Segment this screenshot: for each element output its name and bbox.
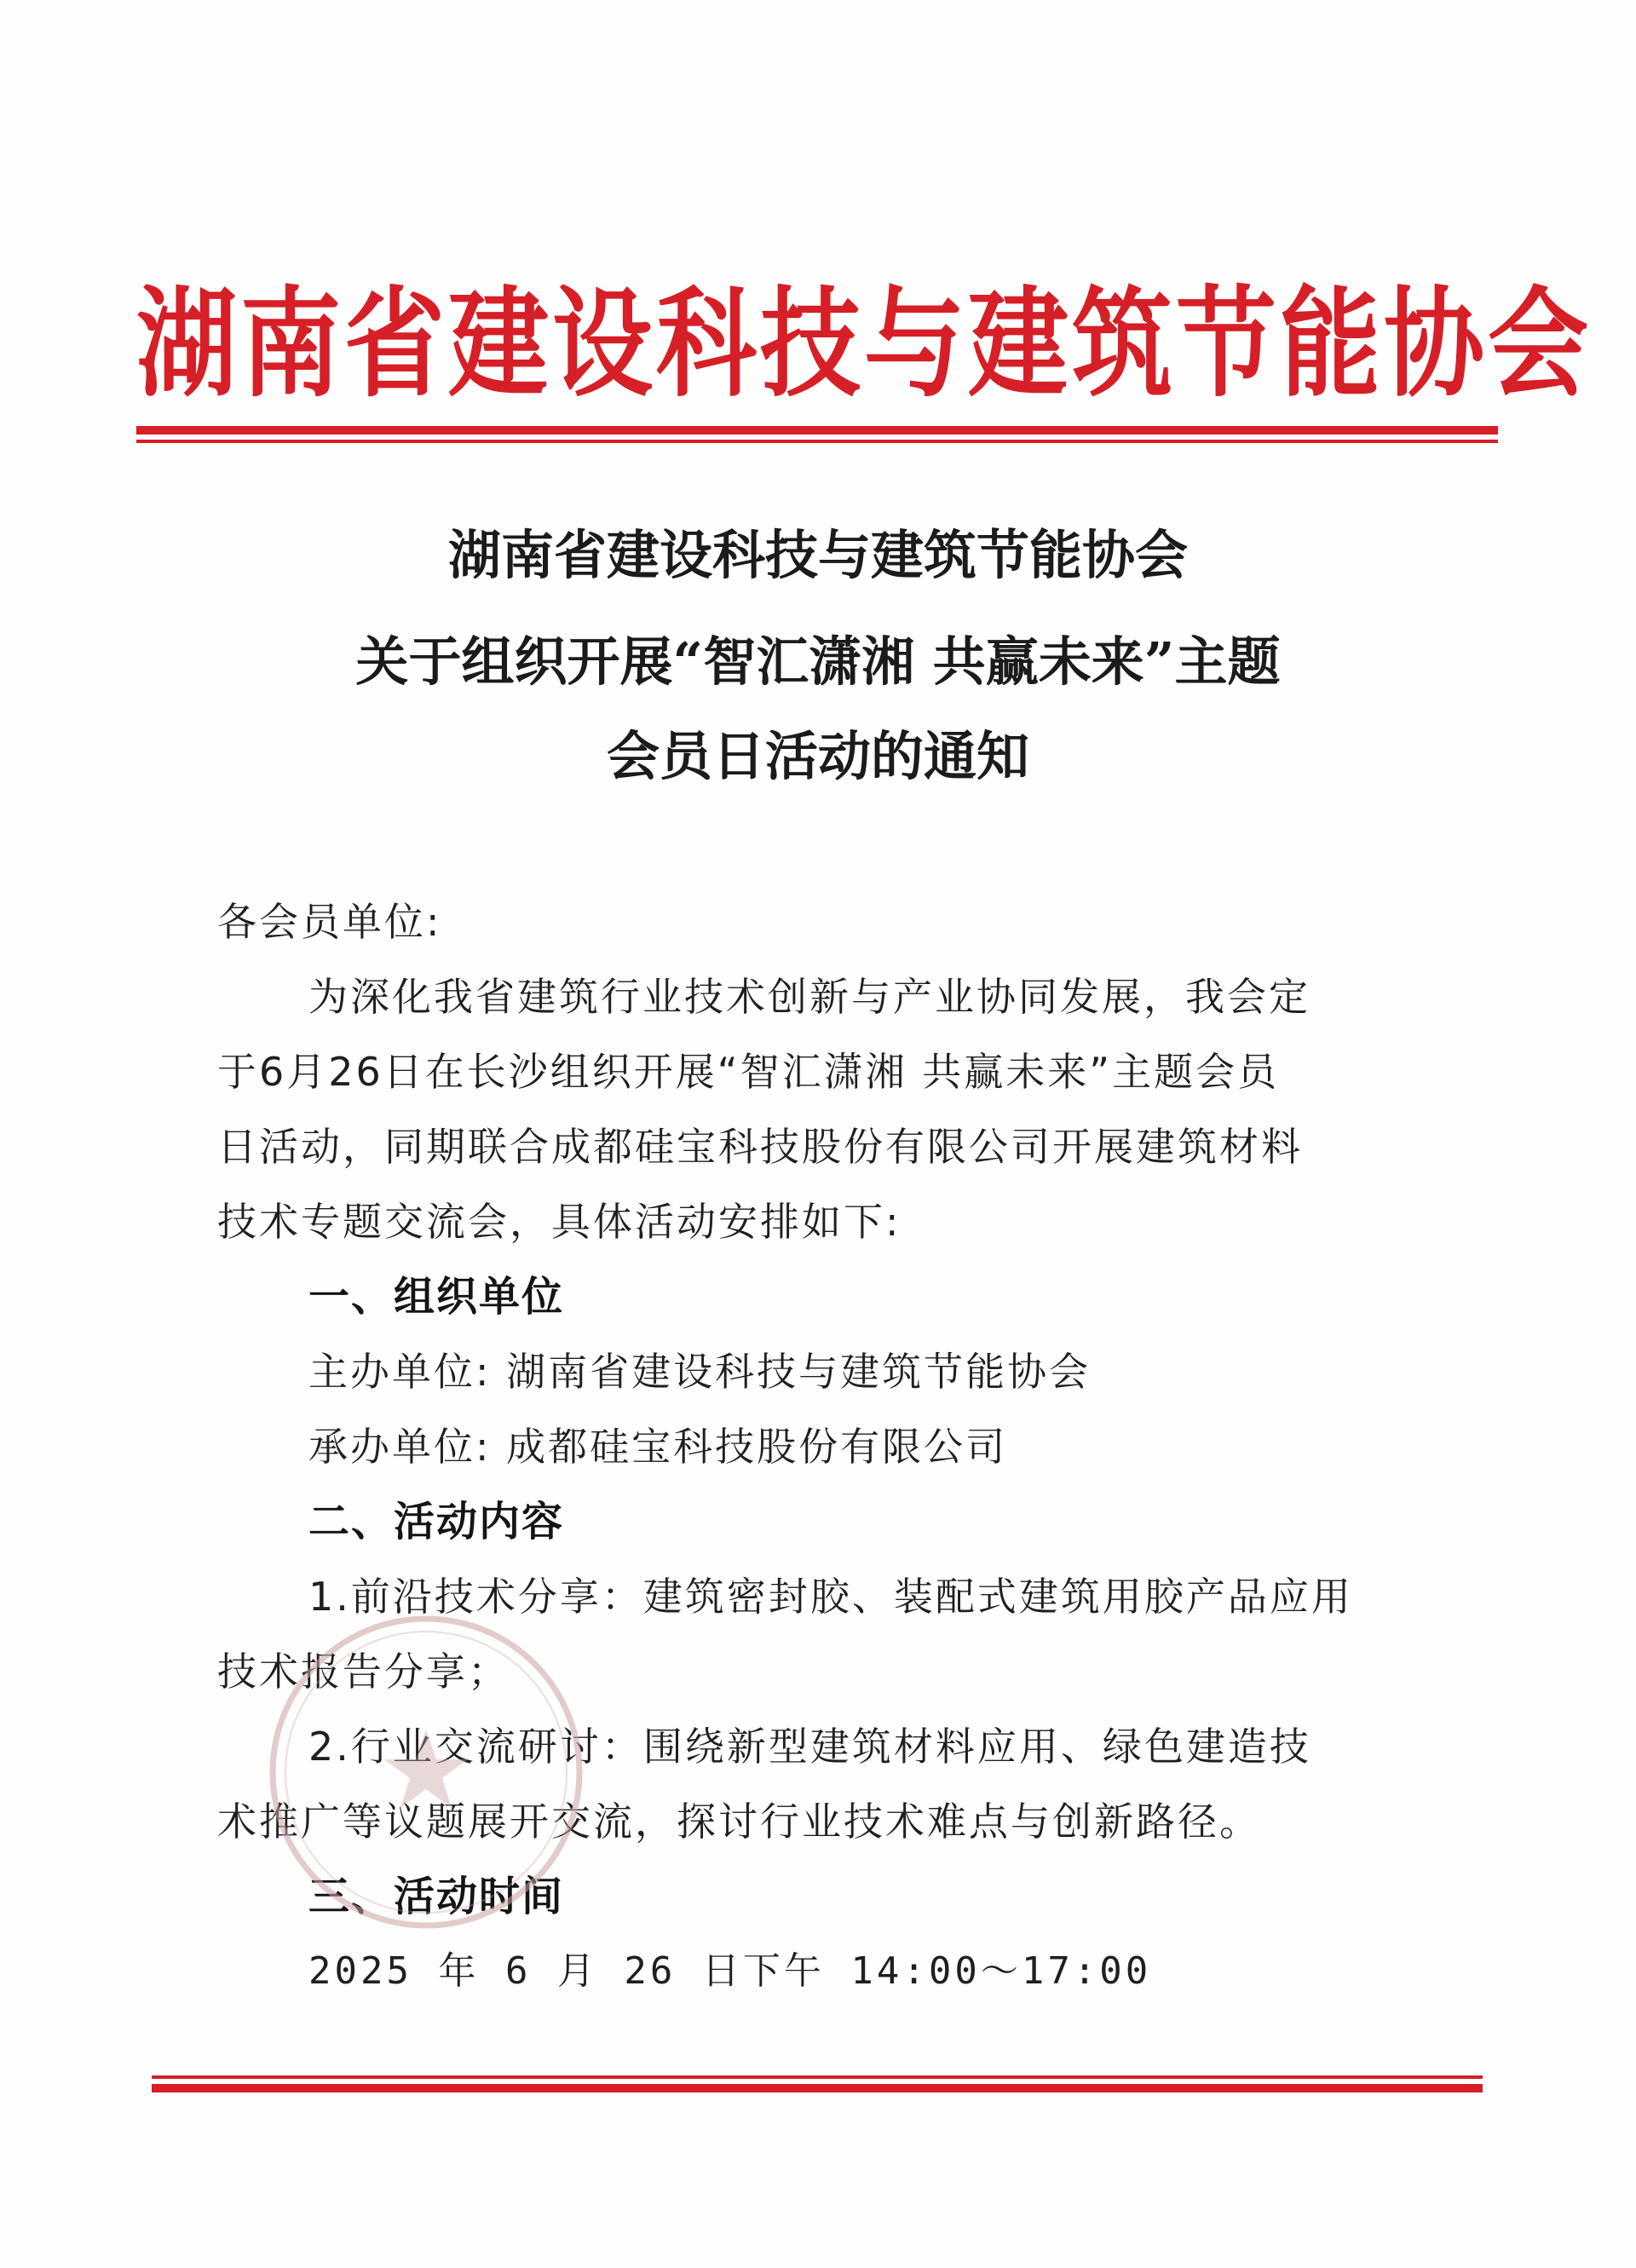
content-item-1-line: 技术报告分享； bbox=[217, 1649, 510, 1695]
content-item-1-line: 1.前沿技术分享：建筑密封胶、装配式建筑用胶产品应用 bbox=[308, 1574, 1353, 1620]
letterhead-rule-thin bbox=[136, 440, 1498, 443]
footer-rule-thick bbox=[152, 2084, 1483, 2092]
content-item-2-line: 术推广等议题展开交流，探讨行业技术难点与创新路径。 bbox=[217, 1799, 1261, 1845]
host-organizer: 主办单位: 湖南省建设科技与建筑节能协会 bbox=[308, 1349, 1092, 1395]
notice-title-line-3: 会员日活动的通知 bbox=[606, 725, 1029, 787]
notice-title-line-2: 关于组织开展“智汇潇湘 共赢未来”主题 bbox=[355, 630, 1281, 693]
content-item-2-line: 2.行业交流研讨：围绕新型建筑材料应用、绿色建造技 bbox=[308, 1724, 1311, 1770]
intro-line: 技术专题交流会，具体活动安排如下: bbox=[217, 1199, 902, 1245]
footer-rule-thin bbox=[152, 2075, 1483, 2079]
undertaking-organizer: 承办单位: 成都硅宝科技股份有限公司 bbox=[308, 1424, 1008, 1470]
event-time: 2025 年 6 月 26 日下午 14:00～17:00 bbox=[308, 1949, 1152, 1993]
notice-title-line-1: 湖南省建设科技与建筑节能协会 bbox=[447, 524, 1188, 586]
section-heading-time: 三、活动时间 bbox=[308, 1873, 565, 1920]
intro-line: 于6月26日在长沙组织开展“智汇潇湘 共赢未来”主题会员 bbox=[217, 1049, 1280, 1095]
letterhead-org-name: 湖南省建设科技与建筑节能协会 bbox=[136, 274, 1593, 413]
salutation: 各会员单位: bbox=[217, 899, 442, 945]
intro-line: 为深化我省建筑行业技术创新与产业协同发展，我会定 bbox=[308, 974, 1311, 1020]
section-heading-content: 二、活动内容 bbox=[308, 1498, 565, 1546]
section-heading-organizers: 一、组织单位 bbox=[308, 1273, 565, 1321]
intro-line: 日活动，同期联合成都硅宝科技股份有限公司开展建筑材料 bbox=[217, 1124, 1303, 1170]
letterhead-rule-thick bbox=[136, 426, 1498, 435]
